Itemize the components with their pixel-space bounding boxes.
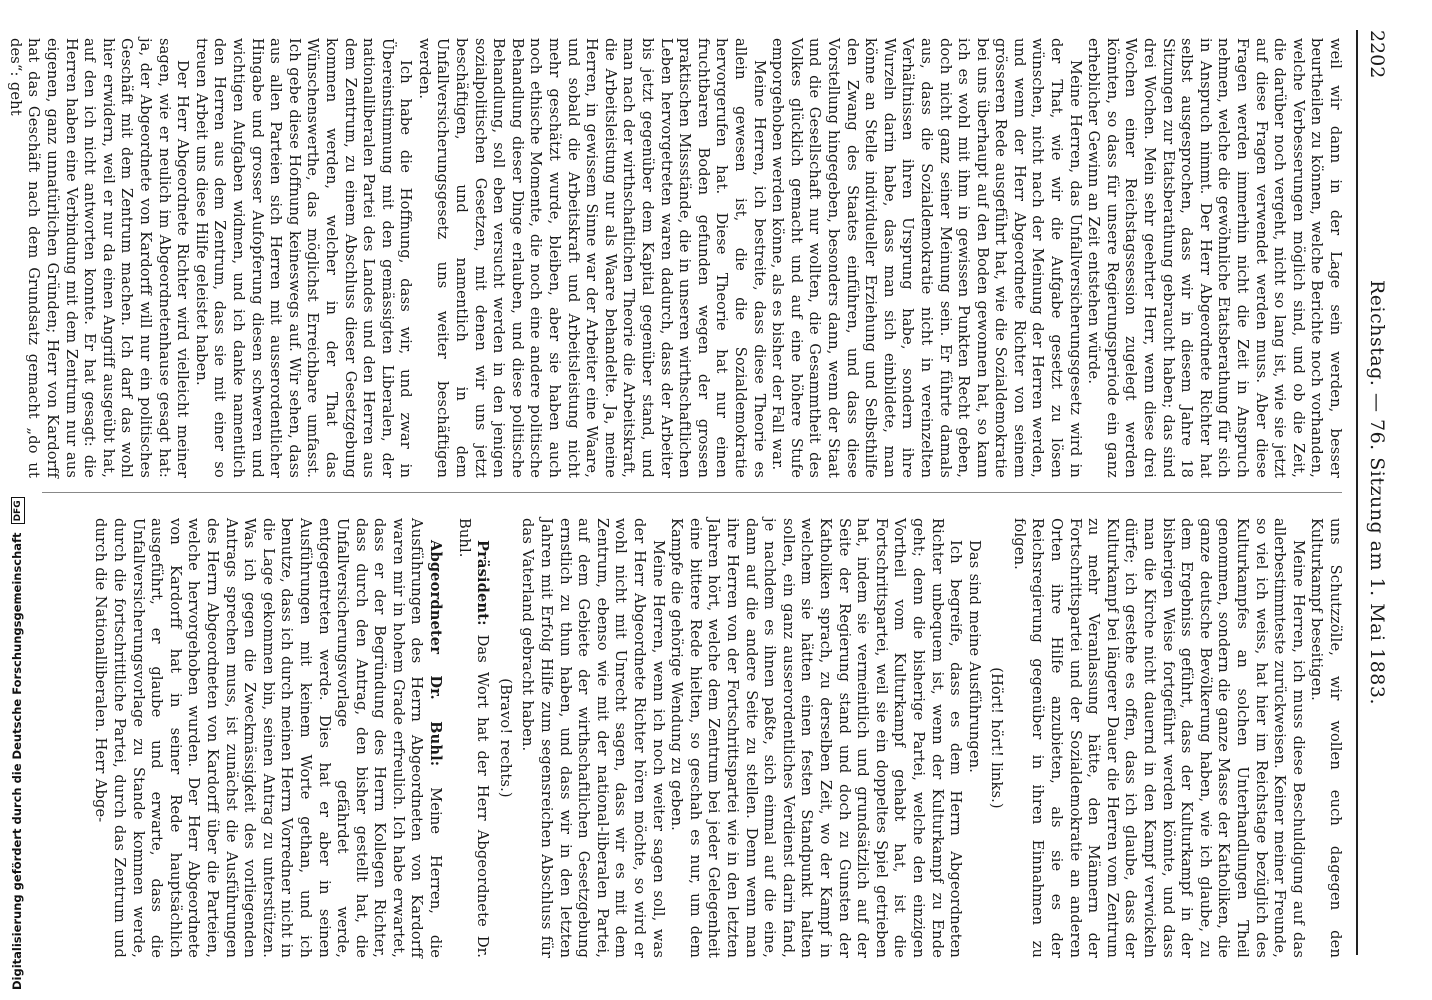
left-column <box>6 38 1344 478</box>
interjection: (Bravo! rechts.) <box>496 678 514 798</box>
page-header-title: Reichstag. — 76. Sitzung am 1. Mai 1883. <box>1366 279 1388 705</box>
interjection: (Hört! hört! links.) <box>988 667 1006 809</box>
paragraph: Ich begreife, dass es dem Herrn Abgeordneten Richter unbequem ist, wenn der Kulturkampf zu Ende geht; denn die bisherige Partei, welche den einzigen Vortheil vom Kulturkampf gehabt hat, ist die Fortschrittspartei, weil sie ein doppeltes Spiel getrieben hat, indem sie vermeintlich und grundsätzlich auf der Seite der Regierung stand und doch zu Gunsten der Katholiken sprach, zu derselben Zeit, wo der Kampf in welchem sie hätten einen festen Standpunkt halten sollen, ein ganz ausserordentliches Verdienst darin fand, je nachdem es ihnen paßte, sich einmal auf die eine, dann auf die andere Seite zu stellen. Denn wenn man ihre Herren von der Fortschrittspartei wie in den letzten Jahren hört, welche dem Zentrum bei jeder Gelegenheit eine bittere Rede hielten, so geschah es nur, um dem Kampfe die gehörige Wendung zu geben. <box>668 518 965 958</box>
paragraph: Ich habe die Hoffnung, dass wir, und zwar in Übereinstimmung mit den gemässigten Liberalen, der nationalliberalen Partei des Landes und den Herren aus dem Zentrum, zu einem Abschluss dieser Gesetzgebung kommen werden, welcher in der That das Wünschenswerthe, das möglichst Erreichbare umfasst. Ich gebe diese Hoffnung keineswegs auf. Wir sehen, dass aus allen Parteien sich Herren mit ausserordentlicher Hingabe und grosser Aufopferung diesen schweren und wichtigen Aufgaben widmen, und ich danke namentlich den Herren aus dem Zentrum, dass sie mit einer so treuen Arbeit uns diese Hilfe geleistet haben. <box>192 38 415 478</box>
paragraph: Meine Herren, wenn ich noch weiter sagen soll, was der Herr Abgeordnete Richter hören möchte, so wird er wohl nicht mit Unrecht sagen, dass wir es mit dem Zentrum, ebenso wie mit der national-liberalen Partei, auf dem Gebiete der wirthschaftlichen Gesetzgebung ernstlich zu thun haben, und dass wir in den letzten Jahren mit Erfolg Hilfe zum segensreichen Abschluss für das Vaterland gebracht haben. <box>519 518 667 958</box>
credit-text: Digitalisierung gefördert durch die Deutsche Forschungsgemeinschaft <box>10 532 24 990</box>
speech-paragraph <box>91 518 444 958</box>
paragraph: Der Herr Abgeordnete Richter wird vielleicht meiner sagen, wie er neulich im Abgeordnetenhause gesagt hat: ja, der Abgeordnete von Kardorff will nur ein politisches Geschäft mit dem Zentrum machen. Ich darf das wohl hier erwidern, weil er nur da einen Angriff ausgeübt hat, auf den ich nicht antworten konnte. Er hat gesagt: die Herren haben eine Verbindung mit dem Zentrum nur aus eigenen, ganz unnatürlichen Gründen; Herr von Kardorff hat das Geschäft nach dem Grundsatz gemacht „do ut des“: geht <box>6 38 192 478</box>
paragraph: Meine Herren, das Unfallversicherungsgesetz wird in der That, wie wir die Aufgabe gesetzt zu lösen wünschen, nicht nach der Meinung der Herren werden, und wenn der Herr Abgeordnete Richter von seinem grösseren Rede ausgeführt hat, wie die Sozialdemokratie bei uns überhaupt auf den Boden gewonnen hat, so kann ich es wohl mit ihm in gewissen Punkten Recht geben, doch nicht ganz seiner Meinung sein. Er führte damals aus, dass die Sozialdemokratie nicht in vereinzelten Verhältnissen ihren Ursprung habe, sondern ihre Wurzeln darin habe, dass man sich einbildete, man könne an Stelle individueller Erziehung und Selbsthilfe den Zwang des Staates einführen, und dass diese Vorstellung hingegeben, besonders dann, wenn der Staat und die Gesellschaft nur wollten, die Gesammtheit des Volkes glücklich gemacht und auf eine höhere Stufe emporgehoben werden könne, als es bisher der Fall war. <box>769 38 1084 478</box>
running-head <box>1362 30 1392 955</box>
paragraph: Meine Herren, ich muss diese Beschuldigung auf das allerbestimmteste zurückweisen. Keiner meiner Freunde, so viel ich weiss, hat hier im Reichstage bezüglich des Kulturkampfes an solchen Unterhandlungen Theil genommen, sondern die ganze Masse der Katholiken, die ganze deutsche Bevölkerung haben, wie ich glaube, zu dem Ergebniss geführt, dass der Kulturkampf in der bisherigen Weise fortgeführt werden könnte, und dass man die Kirche nicht dauernd in den Kampf verwickeln dürfe; ich gestehe es offen, dass ich glaube, dass der Kulturkampf bei längerer Dauer die Herren vom Zentrum zu mehr Veranlassung hätte, den Männern der Fortschrittspartei und der Sozialdemokratie an anderen Orten ihre Hilfe anzubieten, als sie es der Reichsregierung gegenüber in ihren Einnahmen zu folgen. <box>1010 518 1307 958</box>
dfg-logo: DFG <box>11 497 25 524</box>
paragraph: Das sind meine Ausführungen. <box>965 540 983 774</box>
page-number: 2202 <box>1366 30 1388 79</box>
president-text: Das Wort hat der Herr Abgeordnete Dr. Buhl. <box>455 518 492 958</box>
spacer <box>444 518 454 958</box>
paragraph: uns Schutzzölle, wir wollen euch dagegen den Kulturkampf beseitigen. <box>1308 518 1344 958</box>
right-column <box>34 518 1344 958</box>
header-rule <box>1356 30 1358 955</box>
digitization-credit <box>8 500 26 990</box>
paragraph: weil wir dann in der Lage sein werden, besser beurtheilen zu können, welche Berichte noch vorhanden, welche Verbesserungen möglich sind, und ob die Zeit, die darüber noch vergeht, nicht so lang ist, wie sie jetzt auf diese Fragen verwendet werden muss. Aber diese Fragen werden immerhin nicht die Zeit in Anspruch nehmen, welche die gewöhnliche Etatsberathung für sich in Anspruch nimmt. Der Herr Abgeordnete Richter hat selbst ausgesprochen, dass wir in diesem Jahre 18 Sitzungen zur Etatsberathung gebraucht haben; das sind drei Wochen. Mein sehr geehrter Herr, wenn diese drei Wochen einer Reichstagssession zugelegt werden könnten, so dass für unsere Regierungsperiode ein ganz erheblicher Gewinn an Zeit entstehen würde. <box>1085 38 1344 478</box>
column-divider <box>42 492 1342 493</box>
speaker-label: Abgeordneter Dr. Buhl: <box>427 540 445 767</box>
paragraph: Meine Herren, ich bestreite, dass diese Theorie es allein gewesen ist, die die Sozialdemokratie hervorgerufen hat. Diese Theorie hat nur einen fruchtbaren Boden gefunden wegen der grossen praktischen Missstände, die in unseren wirthschaftlichen Leben hervorgetreten waren dadurch, dass der Arbeiter bis jetzt gegenüber dem Kapital gegenüber stand, und man nach der wirthschaftlichen Theorie die Arbeitskraft, die Arbeitsleistung nur als Waare behandelte. Ja, meine Herren, in gewissem Sinne war der Arbeiter eine Waare, und sobald die Arbeitskraft und Arbeitsleistung nicht mehr geschätzt wurde, bleiben, aber sie haben auch noch ethische Momente, die noch eine andere politische Behandlung dieser Dinge erlauben, und diese politische Behandlung, soll eben versucht werden in den jenigen sozialpolitischen Gesetzen, mit denen wir uns jetzt beschäftigen, und namentlich in dem Unfallversicherungsgesetz uns weiter beschäftigen werden. <box>415 38 768 478</box>
rotated-page <box>6 0 1432 985</box>
speech-text: Meine Herren, die Ausführungen des Herrn Abgeordneten von Kardorff waren mir in hohem Grade erfreulich. Ich habe erwartet, dass er der Begründung des Herrn Kollegen Richter, dass durch den Antrag, den bisher gestellt hat, die Unfallversicherungsvorlage gefährdet werde, entgegentreten werde. Dies hat er aber in seinen Ausführungen mit keinem Worte gethan, und ich benutze, dass ich durch meinen Herrn Vorredner nicht in die Lage gekommen bin, seinen Antrag zu unterstützen. Was ich gegen die Zweckmässigkeit des vorliegenden Antrags sprechen muss, ist zunächst die Ausführungen des Herrn Abgeordneten von Kardorff über die Parteien, welche hervorgehoben wurden. Der Herr Abgeordnete von Kardorff hat in seiner Rede hauptsächlich ausgeführt, er glaube und erwarte, dass die Unfallversicherungsvorlage zu Stande kommen werde, durch die fortschrittliche Partei, durch das Zentrum und durch die Nationalliberalen. Herr Abge- <box>92 518 445 958</box>
president-label: Präsident: <box>474 540 492 626</box>
president-paragraph <box>454 518 491 958</box>
